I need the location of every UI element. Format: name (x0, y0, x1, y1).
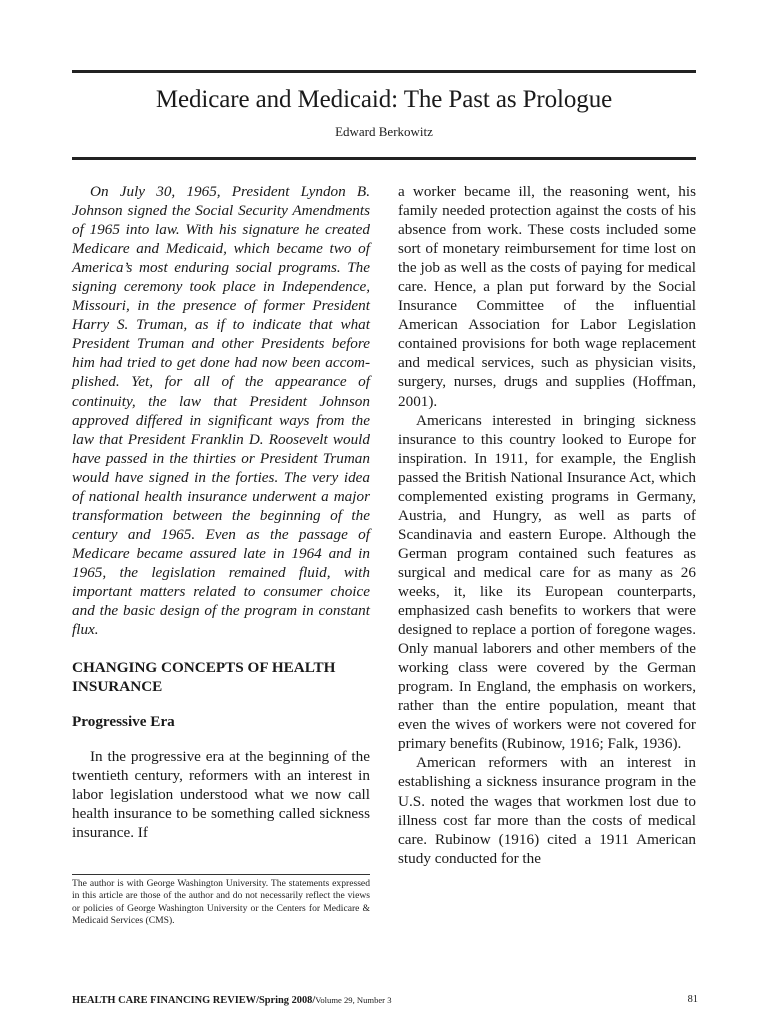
body-paragraph-1-continued: a worker became ill, the reasoning went, his family needed protection against the costs of his absence from work. These costs included some sort of monetary reimbursement for time lost on the job as well as the costs of paying for medical care. Hence, a plan put forward by the Social Insurance Committee of the influential American Association for Labor Legislation contained provisions for both wage replacement and medical services, such as physician visits, surgery, nurses, drugs and supplies (Hoffman, 2001). (398, 183, 696, 410)
author-footnote: The author is with George Washington University. The statements expressed in this article are those of the author and do not necessarily reflect the views or policies of George Washington University or the Centers for Medicare & Medicaid Services (CMS). (72, 878, 370, 927)
journal-name: HEALTH CARE FINANCING REVIEW/Spring 2008/ (72, 995, 316, 1006)
body-paragraph-2: Americans interested in bringing sickness insurance to this country looked to Europe for inspiration. In 1911, for example, the English passed the British National Insurance Act, which complemented existing programs in Germany, Austria, and Hungry, as well as parts of Scandinavia and eastern Europe. Although the German program contained such features as surgical and medical care for as many as 26 weeks, it, like its European counterparts, emphasized cash benefits to workers that were designed to replace a portion of foregone wages. Only manual laborers and other members of the working class were covered by the German program. In England, the emphasis on workers, rather than the entire population, meant that even the wives of workers were not covered for primary benefits (Rubinow, 1916; Falk, 1936). (398, 411, 696, 753)
footnote-rule (72, 874, 370, 875)
article-author: Edward Berkowitz (335, 124, 433, 139)
journal-volume: Volume 29, Number 3 (315, 995, 392, 1005)
right-column (398, 182, 696, 868)
body-paragraph-3: American reformers with an interest in establishing a sickness insurance program in the U.S. noted the wages that workmen lost due to illness cost far more than the costs of medical care. Rubinow (1916) cited a 1911 American study conducted for the (398, 754, 696, 867)
page-number: 81 (687, 994, 698, 1005)
left-column (72, 182, 370, 842)
body-paragraph-1: In the progressive era at the beginning of the twentieth century, reformers with an interest in labor legislation understood what we now call health insurance to be something called sickness insurance. If (72, 748, 370, 842)
abstract-paragraph: On July 30, 1965, President Lyndon B. Johnson signed the Social Security Amendments of 1965 into law. With his signature he created Medicare and Medicaid, which became two of America’s most enduring social programs. The signing ceremony took place in Independence, Missouri, in the presence of former President Harry S. Truman, as if to indicate that what President Truman and other Presidents before him had tried to get done had now been accomplished. Yet, for all of the appearance of continuity, the law that President Johnson approved differed in significant ways from the law that President Franklin D. Roosevelt would have passed in the thirties or President Truman would have signed in the forties. The very idea of national health insurance underwent a major transformation between the beginning of the century and 1965. Even as the passage of Medicare became assured late in 1964 and in 1965, the legislation remained fluid, with important matters related to consumer choice and the basic design of the program in constant flux. (72, 183, 370, 639)
header-rule-top (72, 70, 696, 73)
subsection-heading: Progressive Era (72, 713, 175, 731)
journal-footer (72, 993, 392, 1008)
header-rule-bottom (72, 157, 696, 160)
article-title: Medicare and Medicaid: The Past as Prologue (155, 86, 613, 113)
section-heading: CHANGING CONCEPTS OF HEALTH INSURANCE (72, 659, 336, 696)
